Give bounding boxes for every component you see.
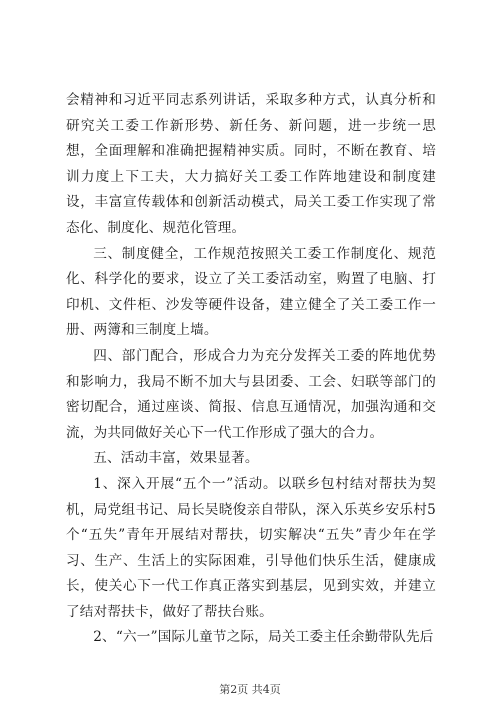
paragraph-5: 1、深入开展“五个一”活动。以联乡包村结对帮扶为契机，局党组书记、局长吴晓俊亲自带队，深入乐英乡安乐村5个“五失”青年开展结对帮扶，切实解决“五失”青少年在学习、生产、生活上的实际困难，引导他们快乐生活，健康成长，使关心下一代工作真正落实到基层，见到实效，并建立了结对帮扶卡，做好了帮扶台账。 bbox=[66, 475, 436, 620]
page-number-label: 第2页 共4页 bbox=[219, 683, 281, 696]
paragraph-1: 会精神和习近平同志系列讲话，采取多种方式，认真分析和研究关工委工作新形势、新任务、新问题，进一步统一思想，全面理解和准确把握精神实质。同时，不断在教育、培训力度上下工夫，大力搞好关工委工作阵地建设和制度建设，丰富宣传载体和创新活动模式，局关工委工作实现了常态化、制度化、规范化管理。 bbox=[66, 92, 436, 236]
page-footer bbox=[0, 681, 500, 697]
document-body bbox=[66, 88, 436, 651]
paragraph-3: 四、部门配合，形成合力为充分发挥关工委的阵地优势和影响力，我局不断不加大与县团委、工会、妇联等部门的密切配合，通过座谈、简报、信息互通情况，加强沟通和交流，为共同做好关心下一代工作形成了强大的合力。 bbox=[66, 347, 436, 441]
paragraph-2: 三、制度健全，工作规范按照关工委工作制度化、规范化、科学化的要求，设立了关工委活动室，购置了电脑、打印机、文件柜、沙发等硬件设备，建立健全了关工委工作一册、两簿和三制度上墙。 bbox=[66, 245, 436, 339]
paragraph-6: 2、“六一”国际儿童节之际，局关工委主任余勤带队先后 bbox=[93, 629, 434, 646]
paragraph-4: 五、活动丰富，效果显著。 bbox=[93, 450, 259, 467]
